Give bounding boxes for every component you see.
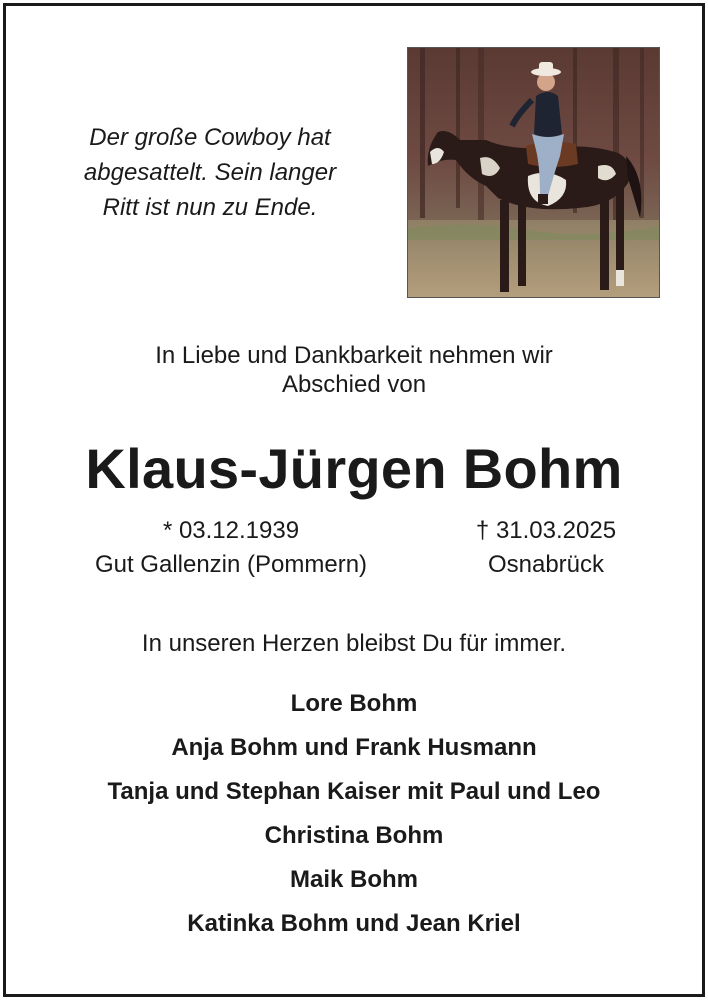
death-date: † 31.03.2025 [475,517,617,544]
birth-place: Gut Gallenzin (Pommern) [94,551,368,578]
death-place: Osnabrück [487,551,605,578]
mourners-list [6,682,702,946]
mourner-name: Tanja und Stephan Kaiser mit Paul und Leo [107,778,601,805]
intro-line: Abschied von [281,371,427,398]
motto: In unseren Herzen bleibst Du für immer. [141,630,567,657]
deceased-name: Klaus-Jürgen Bohm [85,437,623,500]
intro-text [6,341,702,399]
quote-line: abgesattelt. Sein langer [83,159,337,186]
intro-line: In Liebe und Dankbarkeit nehmen wir [155,342,553,369]
obituary-card [3,3,705,997]
mourner-name: Katinka Bohm und Jean Kriel [187,910,521,937]
death-info [431,514,661,582]
cowboy-photo [407,47,660,298]
mourner-name: Christina Bohm [264,822,444,849]
mourner-name: Lore Bohm [290,690,418,717]
quote-line: Der große Cowboy hat [89,124,331,151]
mourner-name: Maik Bohm [289,866,418,893]
cowboy-on-horse-image [408,48,659,297]
quote-line: Ritt ist nun zu Ende. [102,194,318,221]
quote [40,120,380,225]
mourner-name: Anja Bohm und Frank Husmann [171,734,537,761]
birth-info [61,514,401,582]
birth-date: * 03.12.1939 [162,517,300,544]
